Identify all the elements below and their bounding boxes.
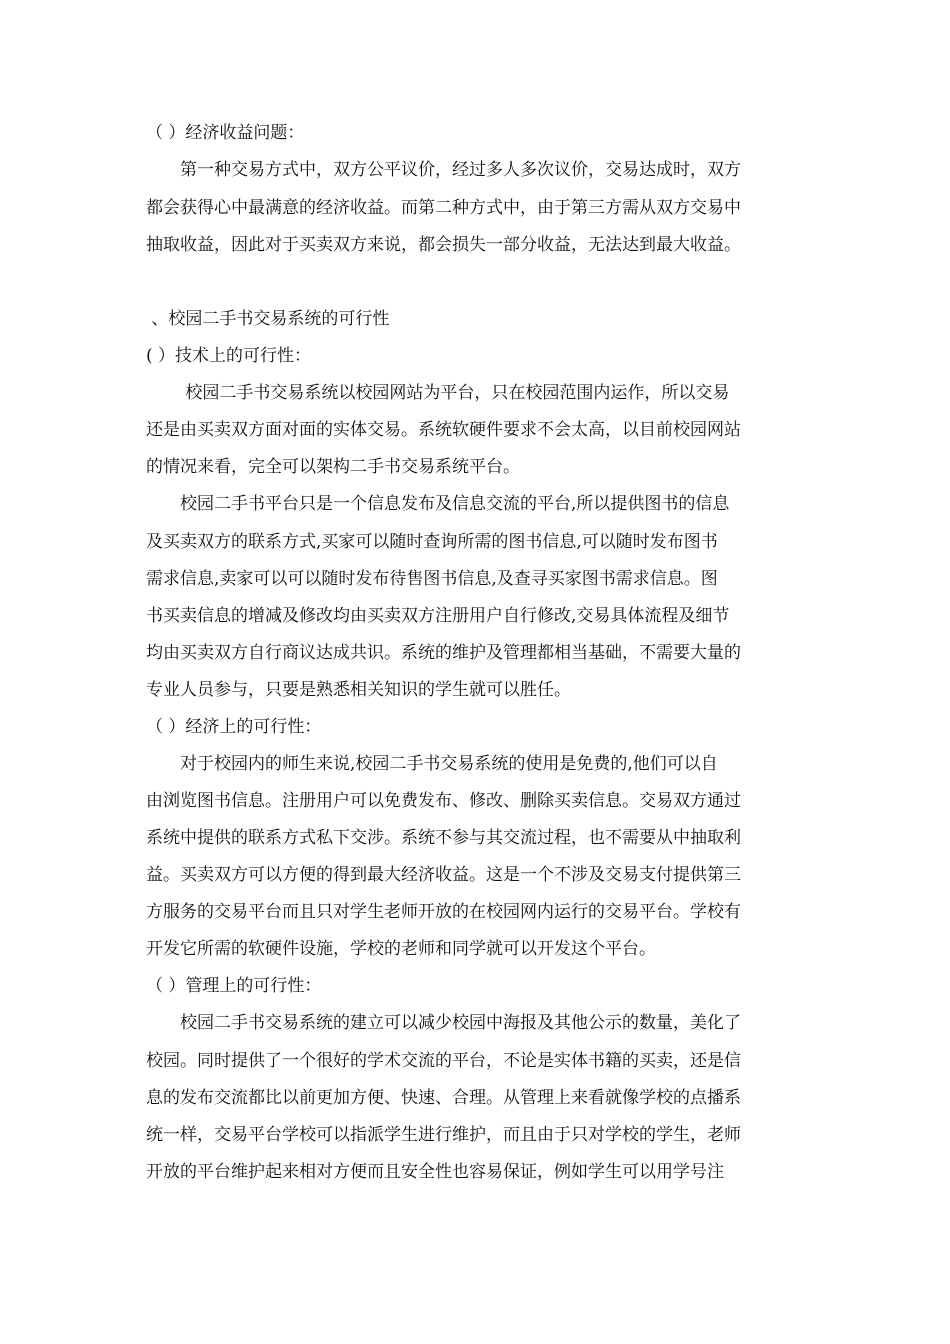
paragraph-line: 息的发布交流都比以前更加方便、快速、合理。从管理上来看就像学校的点播系 — [146, 1088, 741, 1108]
section-heading-economic: （ ）经济上的可行性： — [146, 717, 322, 737]
paragraph-line: 第一种交易方式中，双方公平议价，经过多人多次议价，交易达成时，双方 — [146, 160, 741, 180]
paragraph-line: 专业人员参与，只要是熟悉相关知识的学生就可以胜任。 — [146, 680, 571, 700]
paragraph-line: 校园二手书交易系统的建立可以减少校园中海报及其他公示的数量，美化了 — [146, 1013, 741, 1033]
paragraph-line: 统一样，交易平台学校可以指派学生进行维护，而且由于只对学校的学生，老师 — [146, 1125, 741, 1145]
paragraph-line: 均由买卖双方自行商议达成共识。系统的维护及管理都相当基础，不需要大量的 — [146, 643, 741, 663]
paragraph-line: 益。买卖双方可以方便的得到最大经济收益。这是一个不涉及交易支付提供第三 — [146, 865, 741, 885]
section-title-feasibility: 、校园二手书交易系统的可行性 — [146, 309, 390, 329]
paragraph-line: 书买卖信息的增减及修改均由买卖双方注册用户自行修改,交易具体流程及细节 — [146, 606, 730, 626]
paragraph-line: 方服务的交易平台而且只对学生老师开放的在校园网内运行的交易平台。学校有 — [146, 902, 741, 922]
section-heading-economic-returns: （ ）经济收益问题： — [146, 123, 305, 143]
paragraph-line: 开放的平台维护起来相对方便而且安全性也容易保证，例如学生可以用学号注 — [146, 1162, 724, 1182]
paragraph-line: 校园。同时提供了一个很好的学术交流的平台，不论是实体书籍的买卖，还是信 — [146, 1051, 741, 1071]
section-heading-technical: ( ）技术上的可行性： — [146, 346, 312, 366]
paragraph-line: 还是由买卖双方面对面的实体交易。系统软硬件要求不会太高，以目前校园网站 — [146, 420, 741, 440]
paragraph-line: 的情况来看，完全可以架构二手书交易系统平台。 — [146, 457, 520, 477]
paragraph-line: 系统中提供的联系方式私下交涉。系统不参与其交流过程，也不需要从中抽取利 — [146, 828, 741, 848]
paragraph-line: 都会获得心中最满意的经济收益。而第二种方式中，由于第三方需从双方交易中 — [146, 198, 741, 218]
section-heading-management: （ ）管理上的可行性： — [146, 976, 322, 996]
paragraph-line: 由浏览图书信息。注册用户可以免费发布、修改、删除买卖信息。交易双方通过 — [146, 791, 741, 811]
paragraph-line: 抽取收益，因此对于买卖双方来说，都会损失一部分收益，无法达到最大收益。 — [146, 235, 741, 255]
paragraph-line: 及买卖双方的联系方式,买家可以随时查询所需的图书信息,可以随时发布图书 — [146, 532, 718, 552]
paragraph-line: 开发它所需的软硬件设施，学校的老师和同学就可以开发这个平台。 — [146, 939, 656, 959]
paragraph-line: 校园二手书交易系统以校园网站为平台，只在校园范围内运作，所以交易 — [146, 383, 730, 403]
paragraph-line: 对于校园内的师生来说,校园二手书交易系统的使用是免费的,他们可以自 — [146, 754, 718, 774]
paragraph-line: 需求信息,卖家可以可以随时发布待售图书信息,及查寻买家图书需求信息。图 — [146, 569, 718, 589]
paragraph-line: 校园二手书平台只是一个信息发布及信息交流的平台,所以提供图书的信息 — [146, 494, 730, 514]
